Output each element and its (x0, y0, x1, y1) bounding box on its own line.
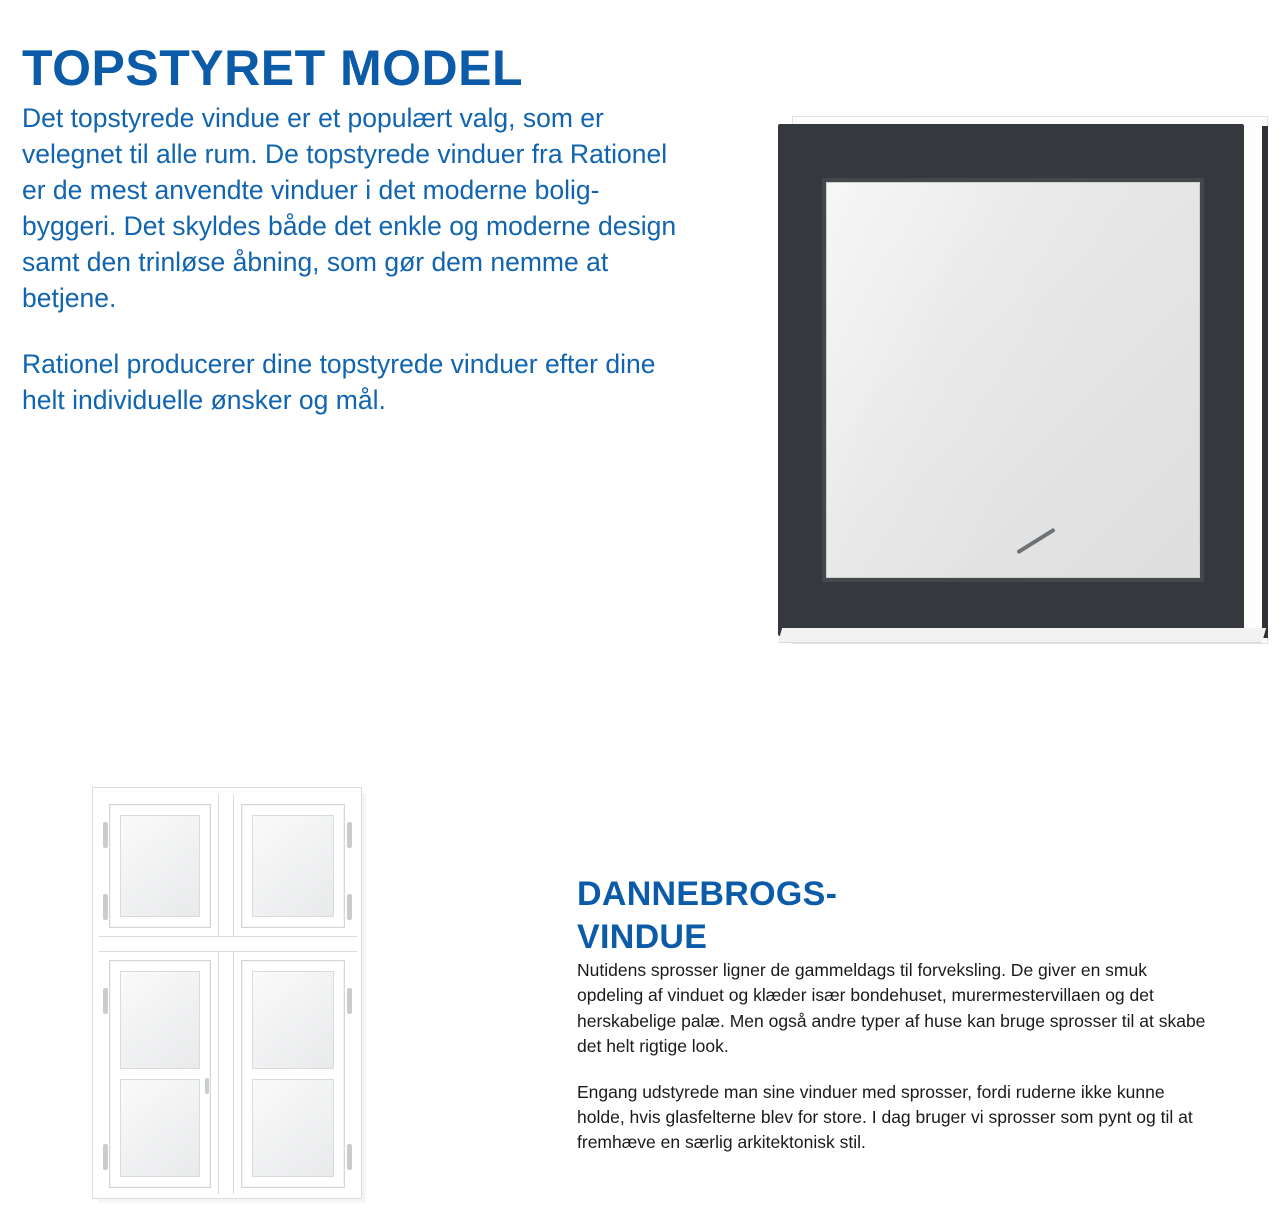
dannebrog-pane-top-left (120, 815, 200, 917)
dannebrog-vertical-mullion (218, 794, 234, 1194)
dannebrog-pane-bottom-right-lower (252, 1079, 334, 1177)
dannebrog-sash-top-left (109, 804, 211, 928)
page-title-topstyret: TOPSTYRET MODEL (22, 39, 524, 96)
window-glass-pane (826, 182, 1200, 578)
dannebrog-body-text (577, 958, 1217, 1156)
dannebrog-sash-top-right (241, 804, 345, 928)
hinge-icon (103, 894, 108, 920)
topstyret-paragraph-2: Rationel producerer dine topstyrede vinduer efter dine helt individuelle ønsker og mål. (22, 349, 656, 416)
hinge-icon (347, 1144, 352, 1170)
hinge-icon (103, 1144, 108, 1170)
hinge-icon (347, 822, 352, 848)
dannebrog-sash-bottom-left (109, 960, 211, 1188)
top-hung-window-illustration (778, 116, 1268, 644)
dannebrog-title-line-1: DANNEBROGS- (577, 875, 838, 914)
hinge-icon (103, 822, 108, 848)
dannebrog-pane-bottom-left-lower (120, 1079, 200, 1177)
window-sill (778, 628, 1266, 643)
glass-reflection (827, 183, 1199, 577)
window-dark-frame (778, 124, 1244, 636)
dannebrog-paragraph-2: Engang udstyrede man sine vinduer med sprosser, fordi ruderne ikke kunne holde, hvis glasfelterne blev for store. I dag bruger vi sprosser som pynt og til at fremhæve en særlig arkitektonisk stil. (577, 1081, 1193, 1153)
dannebrog-pane-bottom-right-upper (252, 971, 334, 1069)
window-handle-icon (205, 1078, 209, 1094)
dannebrog-pane-bottom-left-upper (120, 971, 200, 1069)
dannebrog-outer-frame (92, 787, 362, 1199)
dannebrog-window-illustration (92, 787, 368, 1205)
dannebrog-sash-bottom-right (241, 960, 345, 1188)
dannebrog-pane-top-right (252, 815, 334, 917)
dannebrog-paragraph-1: Nutidens sprosser ligner de gammeldags til forveksling. De giver en smuk opdeling af vinduet og klæder især bondehuset, murermestervillaen og det herskabelige palæ. Men også andre typer af huse kan bruge sprosser til at skabe det helt rigtige look. (577, 960, 1206, 1057)
page-title-dannebrog (577, 873, 837, 958)
topstyret-body-text (22, 100, 692, 418)
dannebrog-title-line-2: VINDUE (577, 917, 708, 956)
hinge-icon (347, 988, 352, 1014)
hinge-icon (103, 988, 108, 1014)
hinge-icon (347, 894, 352, 920)
window-right-edge (1262, 126, 1268, 638)
dannebrog-horizontal-mullion (99, 936, 357, 952)
topstyret-paragraph-1: Det topstyrede vindue er et populært valg, som er velegnet til alle rum. De topstyrede vinduer fra Rationel er de mest anvendte vinduer i det moderne bolig-byggeri. Det skyldes både det enkle og moderne design samt den trinløse åbning, som gør dem nemme at betjene. (22, 103, 677, 314)
